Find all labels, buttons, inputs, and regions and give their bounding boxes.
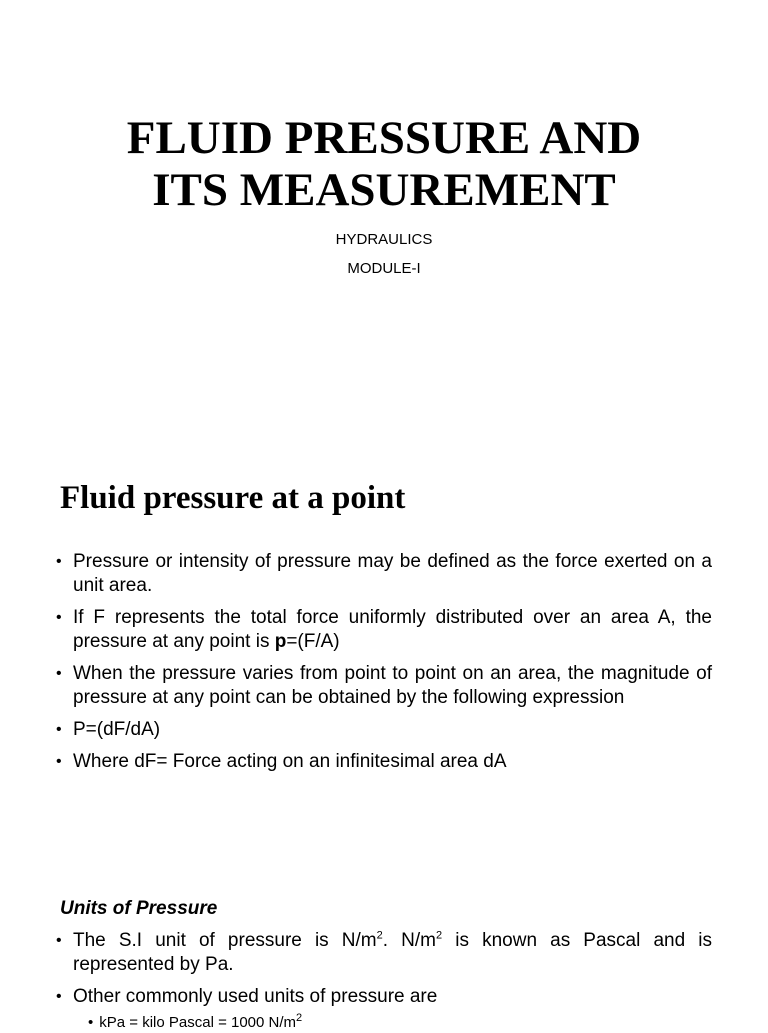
title-line-1: FLUID PRESSURE AND [126,112,642,164]
title-line-2: ITS MEASUREMENT [152,164,616,216]
bullet-icon: • [56,988,62,1005]
units-heading: Units of Pressure [60,898,218,919]
bullet-icon: • [56,609,62,626]
list-item [56,662,712,710]
sub-bullet-kpa [88,1013,302,1033]
bullet-text: . N/m [382,930,436,951]
bullet-text: is known as Pascal and is represented by Pa. [73,930,712,975]
bullet-text: P=(dF/dA) [73,719,161,740]
superscript: 2 [436,929,443,942]
list-item [56,550,712,598]
bullet-text: Other commonly used units of pressure are [73,986,438,1007]
slide-title [0,112,768,216]
units-bullet-list [56,929,712,1017]
section-heading: Fluid pressure at a point [60,480,406,516]
list-item [56,606,712,654]
subtitle-course: HYDRAULICS [335,231,433,248]
list-item [56,929,712,977]
bullet-text: If F represents the total force uniformly distributed over an area A, the pressure at any point is [73,607,712,652]
bullet-icon: • [56,665,62,682]
bullet-text: Where dF= Force acting on an infinitesimal area dA [73,751,507,772]
bullet-icon: • [56,753,62,770]
superscript: 2 [376,929,383,942]
subtitle-module: MODULE-I [347,260,421,277]
bullet-text: Pressure or intensity of pressure may be defined as the force exerted on a unit area. [73,551,712,596]
pressure-bullet-list [56,550,712,782]
superscript: 2 [296,1012,303,1024]
bullet-text: The S.I unit of pressure is N/m [73,930,377,951]
bullet-icon: • [56,721,62,738]
bullet-bold-symbol: p [274,631,287,652]
bullet-icon: • [56,932,62,949]
bullet-icon: • [56,553,62,570]
bullet-icon: • [88,1014,94,1031]
bullet-text-end: =(F/A) [286,631,340,652]
sub-bullet-text: kPa = kilo Pascal = 1000 N/m [99,1014,297,1031]
list-item [56,718,712,742]
list-item [56,985,712,1009]
bullet-text: When the pressure varies from point to point on an area, the magnitude of pressure at any point can be obtained by the following expression [73,663,712,708]
list-item [56,750,712,774]
